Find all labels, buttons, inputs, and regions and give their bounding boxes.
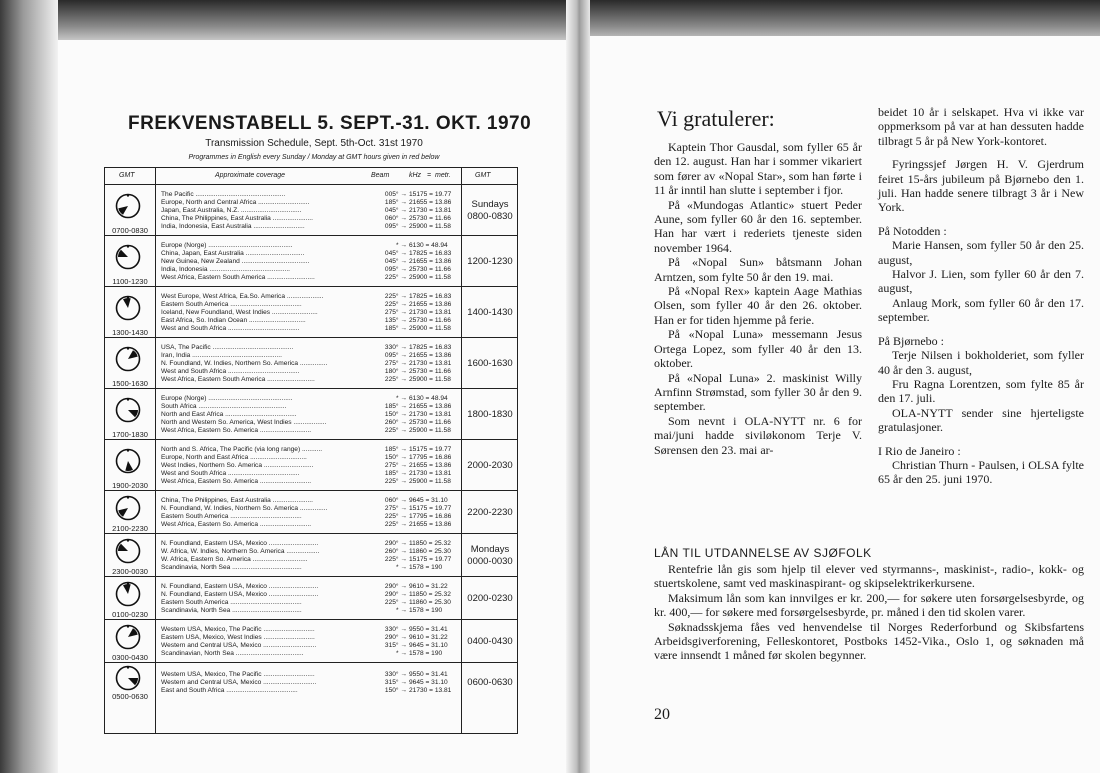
coverage-area: The Pacific ................................................. bbox=[161, 190, 286, 198]
broadcast-time: 1600-1630 bbox=[467, 357, 513, 369]
paragraph: Kaptein Thor Gausdal, som fyller 65 år den 12. august. Han har i sommer vikariert som fører av «Nopal Star», som han førte i 11 år inntil han slutte i september i fjor. bbox=[654, 140, 862, 198]
paragraph: På Notodden : bbox=[878, 223, 947, 238]
coverage-area: Western and Central USA, Mexico ............................. bbox=[161, 678, 317, 686]
clock-icon bbox=[115, 346, 141, 372]
header-beam: Beam bbox=[371, 172, 390, 179]
beam-direction: * → bbox=[396, 606, 407, 614]
frequency-wavelength: 9645 = 31.10 bbox=[409, 678, 448, 686]
beam-direction: 225° → bbox=[384, 300, 407, 308]
beam-direction: 225° → bbox=[384, 273, 407, 281]
coverage-area: North and East Africa ....................................... bbox=[161, 410, 297, 418]
beam-direction: 185° → bbox=[384, 324, 407, 332]
beam-direction: 330° → bbox=[384, 343, 407, 351]
frequency-wavelength: 25900 = 11.58 bbox=[409, 273, 451, 281]
beam-direction: 260° → bbox=[384, 418, 407, 426]
paragraph: OLA-NYTT sender sine hjerteligste gratulasjoner. bbox=[878, 405, 1084, 435]
gmt-time-range: 0100-0230 bbox=[112, 610, 148, 619]
beam-direction: 185° → bbox=[384, 469, 407, 477]
broadcast-time: Mondays 0000-0030 bbox=[467, 543, 513, 567]
beam-direction: 290° → bbox=[384, 582, 407, 590]
coverage-area: W. Africa, W. Indies, Northern So. America .................. bbox=[161, 547, 320, 555]
coverage-area: China, Japan, East Australia ................................ bbox=[161, 249, 305, 257]
coverage-area: India, Indonesia, East Australia ............................ bbox=[161, 222, 305, 230]
frequency-wavelength: 21655 = 13.86 bbox=[409, 520, 452, 528]
beam-direction: 150° → bbox=[384, 453, 407, 461]
frequency-wavelength: 1578 = 190 bbox=[409, 649, 443, 657]
clock-icon bbox=[115, 193, 141, 219]
frequency-wavelength: 9550 = 31.41 bbox=[409, 670, 448, 678]
coverage-area: N. Foundland, Eastern USA, Mexico ........................... bbox=[161, 582, 319, 590]
paragraph: Terje Nilsen i bokholderiet, som fyller 40 år den 3. august, bbox=[878, 348, 1084, 377]
beam-direction: 225° → bbox=[384, 375, 407, 383]
frequency-wavelength: 11860 = 25.30 bbox=[409, 547, 451, 555]
scan-left-edge bbox=[0, 0, 58, 773]
beam-direction: 185° → bbox=[384, 402, 407, 410]
coverage-area: N. Foundland, Eastern USA, Mexico ........................... bbox=[161, 539, 319, 547]
frequency-wavelength: 25730 = 11.66 bbox=[409, 214, 451, 222]
paragraph: På «Nopal Luna» messemann Jesus Ortega Lopez, som fyller 40 år den 13. oktober. bbox=[654, 327, 862, 371]
coverage-area: Western USA, Mexico, The Pacific ............................ bbox=[161, 670, 315, 678]
broadcast-time: 0400-0430 bbox=[467, 635, 513, 647]
paragraph: På «Nopal Luna» 2. maskinist Willy Arnfinn Strømstad, som fyller 30 år den 9. september. bbox=[654, 370, 862, 414]
beam-direction: 045° → bbox=[384, 249, 407, 257]
beam-direction: 225° → bbox=[384, 520, 407, 528]
broadcast-time: Sundays 0800-0830 bbox=[467, 198, 513, 222]
beam-direction: * → bbox=[396, 649, 407, 657]
frequency-wavelength: 17825 = 16.83 bbox=[409, 249, 452, 257]
paragraph: Fru Ragna Lorentzen, som fylte 85 år den 17. juli. bbox=[878, 376, 1084, 406]
coverage-area: West and South Africa ....................................... bbox=[161, 324, 300, 332]
beam-direction: 150° → bbox=[384, 686, 407, 694]
beam-direction: 330° → bbox=[384, 670, 407, 678]
coverage-area: China, The Philippines, East Australia ...................... bbox=[161, 496, 313, 504]
page-number: 20 bbox=[654, 706, 670, 723]
coverage-area: Eastern South America ....................................... bbox=[161, 512, 302, 520]
broadcast-time: 0200-0230 bbox=[467, 592, 513, 604]
coverage-area: Scandinavia, North Sea ...................................... bbox=[161, 563, 302, 571]
beam-direction: 095° → bbox=[384, 265, 407, 273]
clock-icon bbox=[115, 538, 141, 564]
beam-direction: 290° → bbox=[384, 633, 407, 641]
gmt-time-range: 1700-1830 bbox=[112, 430, 148, 439]
coverage-area: Western and Central USA, Mexico ............................. bbox=[161, 641, 317, 649]
frequency-wavelength: 21730 = 13.81 bbox=[409, 469, 452, 477]
book-gutter bbox=[566, 0, 590, 773]
beam-direction: 005° → bbox=[384, 190, 407, 198]
coverage-area: Europe, North and Central Africa ............................ bbox=[161, 198, 310, 206]
coverage-area: Eastern South America ....................................... bbox=[161, 300, 302, 308]
frequency-wavelength: 15175 = 19.77 bbox=[409, 504, 452, 512]
broadcast-time: 2200-2230 bbox=[467, 506, 513, 518]
clock-icon bbox=[115, 495, 141, 521]
beam-direction: 060° → bbox=[384, 496, 407, 504]
schedule-block bbox=[105, 286, 517, 337]
gmt-time-range: 0500-0630 bbox=[112, 692, 148, 701]
coverage-area: Eastern USA, Mexico, West Indies ............................ bbox=[161, 633, 315, 641]
frequency-wavelength: 9610 = 31.22 bbox=[409, 582, 448, 590]
schedule-block bbox=[105, 533, 517, 576]
beam-direction: 275° → bbox=[384, 359, 407, 367]
coverage-area: Europe (Norge) .............................................. bbox=[161, 241, 293, 249]
frequency-wavelength: 21730 = 13.81 bbox=[409, 410, 452, 418]
coverage-area: West Africa, Eastern South America .......................... bbox=[161, 273, 315, 281]
broadcast-time: 2000-2030 bbox=[467, 459, 513, 471]
frequency-wavelength: 9550 = 31.41 bbox=[409, 625, 448, 633]
frequency-wavelength: 25900 = 11.58 bbox=[409, 426, 451, 434]
header-gmt-schedule: GMT bbox=[475, 172, 491, 179]
schedule-block bbox=[105, 662, 517, 701]
coverage-area: East and South Africa ....................................... bbox=[161, 686, 298, 694]
coverage-area: Western USA, Mexico, The Pacific ............................ bbox=[161, 625, 315, 633]
clock-icon bbox=[115, 244, 141, 270]
paragraph: Anlaug Mork, som fyller 60 år den 17. september. bbox=[878, 295, 1084, 325]
coverage-area: W. Africa, Eastern So. America .............................. bbox=[161, 555, 308, 563]
coverage-area: Scandinavian, North Sea ..................................... bbox=[161, 649, 304, 657]
beam-direction: 060° → bbox=[384, 214, 407, 222]
schedule-block bbox=[105, 388, 517, 439]
frequency-wavelength: 25900 = 11.58 bbox=[409, 477, 451, 485]
frequency-wavelength: 17825 = 16.83 bbox=[409, 292, 452, 300]
coverage-area: N. Foundland, Eastern USA, Mexico ........................... bbox=[161, 590, 319, 598]
gmt-time-range: 1100-1230 bbox=[112, 277, 148, 286]
frequency-wavelength: 21730 = 13.81 bbox=[409, 686, 452, 694]
beam-direction: 095° → bbox=[384, 222, 407, 230]
clock-icon bbox=[115, 448, 141, 474]
coverage-area: West Europe, West Africa, Ea.So. America .................... bbox=[161, 292, 324, 300]
coverage-area: Europe, North and East Africa ............................... bbox=[161, 453, 307, 461]
paragraph: På «Nopal Rex» kaptein Aage Mathias Olsen, som fyller 40 år den 26. oktober. Han er for tiden hjemme på ferie. bbox=[654, 284, 862, 327]
frequency-wavelength: 11850 = 25.32 bbox=[409, 539, 451, 547]
frequency-wavelength: 25730 = 11.66 bbox=[409, 316, 451, 324]
frequency-wavelength: 21655 = 13.86 bbox=[409, 257, 452, 265]
header-gmt: GMT bbox=[119, 172, 135, 179]
coverage-area: Europe (Norge) .............................................. bbox=[161, 394, 293, 402]
beam-direction: 225° → bbox=[384, 426, 407, 434]
beam-direction: * → bbox=[396, 563, 407, 571]
beam-direction: 185° → bbox=[384, 445, 407, 453]
paragraph: Rentefrie lån gis som hjelp til elever ved styrmanns-, maskinist-, radio-, kokk- og stuertskolene, samt ved maskinaspirant- og skipselektrikerkursene. bbox=[654, 562, 1084, 591]
coverage-area: South Africa ................................................ bbox=[161, 402, 287, 410]
beam-direction: 180° → bbox=[384, 367, 407, 375]
schedule-block bbox=[105, 439, 517, 490]
beam-direction: * → bbox=[396, 394, 407, 402]
beam-direction: 290° → bbox=[384, 539, 407, 547]
frequency-wavelength: 1578 = 190 bbox=[409, 606, 443, 614]
beam-direction: 260° → bbox=[384, 547, 407, 555]
coverage-area: West Africa, Eastern So. America ............................ bbox=[161, 477, 312, 485]
beam-direction: 225° → bbox=[384, 292, 407, 300]
gmt-time-range: 0300-0430 bbox=[112, 653, 148, 662]
beam-direction: 045° → bbox=[384, 257, 407, 265]
coverage-area: Eastern South America ....................................... bbox=[161, 598, 302, 606]
header-metr: metr. bbox=[435, 172, 451, 179]
frequency-wavelength: 21655 = 13.86 bbox=[409, 461, 452, 469]
paragraph: På «Mundogas Atlantic» stuert Peder Aune, som fyller 60 år den 16. september. Han har vært i rederiets tjeneste siden november 1964. bbox=[654, 197, 862, 255]
gmt-time-range: 1500-1630 bbox=[112, 379, 148, 388]
beam-direction: 225° → bbox=[384, 598, 407, 606]
paragraph: Søknadsskjema fåes ved henvendelse til Norges Rederforbund og Skibsfartens Arbeidsgiverforening, Felleskontoret, Postboks 1452-Vika., Oslo 1, og søknaden må være innsendt 1 måned før skolen begynner. bbox=[654, 619, 1084, 663]
coverage-area: West Africa, Eastern So. America ............................ bbox=[161, 520, 312, 528]
gmt-time-range: 2100-2230 bbox=[112, 524, 148, 533]
coverage-area: N. Foundland, W. Indies, Northern So. America ............... bbox=[161, 504, 328, 512]
beam-direction: 225° → bbox=[384, 477, 407, 485]
frequency-wavelength: 25900 = 11.58 bbox=[409, 222, 451, 230]
beam-direction: 290° → bbox=[384, 590, 407, 598]
coverage-area: USA, The Pacific ............................................ bbox=[161, 343, 294, 351]
loan-article bbox=[654, 562, 1084, 663]
paragraph: På «Nopal Sun» båtsmann Johan Arntzen, som fylte 50 år den 19. mai. bbox=[654, 255, 862, 284]
gmt-time-range: 1900-2030 bbox=[112, 481, 148, 490]
beam-direction: 275° → bbox=[384, 308, 407, 316]
coverage-area: New Guinea, New Zealand ..................................... bbox=[161, 257, 310, 265]
broadcast-time: 1200-1230 bbox=[467, 255, 513, 267]
frequency-wavelength: 21655 = 13.86 bbox=[409, 402, 452, 410]
coverage-area: India, Indonesia ............................................ bbox=[161, 265, 290, 273]
frequency-wavelength: 17795 = 16.86 bbox=[409, 512, 452, 520]
clock-icon bbox=[115, 295, 141, 321]
schedule-block bbox=[105, 619, 517, 662]
frequency-wavelength: 25730 = 11.66 bbox=[409, 367, 451, 375]
coverage-area: West Indies, Northern So. America ........................... bbox=[161, 461, 314, 469]
frequency-wavelength: 11850 = 25.32 bbox=[409, 590, 451, 598]
frequency-wavelength: 25730 = 11.66 bbox=[409, 265, 451, 273]
beam-direction: 095° → bbox=[384, 351, 407, 359]
paragraph: Halvor J. Lien, som fyller 60 år den 7. august, bbox=[878, 267, 1084, 296]
table-title: FREKVENSTABELL 5. SEPT.-31. OKT. 1970 bbox=[128, 113, 532, 134]
header-khz: kHz bbox=[409, 172, 422, 179]
clock-icon bbox=[115, 665, 141, 691]
paragraph: Christian Thurn - Paulsen, i OLSA fylte 65 år den 25. juni 1970. bbox=[878, 457, 1084, 487]
coverage-area: West and South Africa ....................................... bbox=[161, 367, 300, 375]
coverage-area: East Africa, So. Indian Ocean ............................... bbox=[161, 316, 306, 324]
frequency-wavelength: 25900 = 11.58 bbox=[409, 324, 451, 332]
frequency-wavelength: 15175 = 19.77 bbox=[409, 190, 452, 198]
paragraph: Som nevnt i OLA-NYTT nr. 6 for mai/juni hadde siviløkonom Terje V. Sørensen den 23. mai ar- bbox=[654, 413, 862, 457]
coverage-area: West and South Africa ....................................... bbox=[161, 469, 300, 477]
beam-direction: 225° → bbox=[384, 555, 407, 563]
paragraph: Marie Hansen, som fyller 50 år den 25. august, bbox=[878, 238, 1084, 267]
paragraph: Maksimum lån som kan innvilges er kr. 200,— for søkere uten forsørgelsesbyrde, og kr. 400,— for søkere med forsørgelsesbyrde, pr. måned i den tid skolen varer. bbox=[654, 590, 1084, 620]
paragraph: I Rio de Janeiro : bbox=[878, 443, 961, 458]
schedule-block bbox=[105, 337, 517, 388]
beam-direction: 185° → bbox=[384, 198, 407, 206]
frequency-wavelength: 1578 = 190 bbox=[409, 563, 443, 571]
frequency-wavelength: 21730 = 13.81 bbox=[409, 359, 452, 367]
beam-direction: 315° → bbox=[384, 678, 407, 686]
congrats-column-1 bbox=[654, 140, 862, 457]
broadcast-time: 1400-1430 bbox=[467, 306, 513, 318]
beam-direction: 045° → bbox=[384, 206, 407, 214]
broadcast-time: 1800-1830 bbox=[467, 408, 513, 420]
beam-direction: 315° → bbox=[384, 641, 407, 649]
paragraph: På Bjørnebo : bbox=[878, 333, 944, 348]
frequency-wavelength: 11860 = 25.30 bbox=[409, 598, 451, 606]
frequency-wavelength: 17795 = 16.86 bbox=[409, 453, 452, 461]
frequency-wavelength: 21730 = 13.81 bbox=[409, 206, 452, 214]
frequency-wavelength: 6130 = 48.94 bbox=[409, 394, 448, 402]
broadcast-time: 0600-0630 bbox=[467, 676, 513, 688]
gmt-time-range: 0700-0830 bbox=[112, 226, 148, 235]
coverage-area: West Africa, Eastern So. America ............................ bbox=[161, 426, 312, 434]
coverage-area: China, The Philippines, East Australia ...................... bbox=[161, 214, 313, 222]
frequency-wavelength: 9645 = 31.10 bbox=[409, 496, 448, 504]
frequency-wavelength: 9610 = 31.22 bbox=[409, 633, 448, 641]
coverage-area: Scandinavia, North Sea ...................................... bbox=[161, 606, 302, 614]
coverage-area: N. Foundland, W. Indies, Northern So. America ............... bbox=[161, 359, 328, 367]
frequency-wavelength: 21655 = 13.86 bbox=[409, 351, 452, 359]
frequency-wavelength: 25730 = 11.66 bbox=[409, 418, 451, 426]
beam-direction: 330° → bbox=[384, 625, 407, 633]
frequency-wavelength: 21655 = 13.86 bbox=[409, 198, 452, 206]
frequency-wavelength: 9645 = 31.10 bbox=[409, 641, 448, 649]
gmt-time-range: 1300-1430 bbox=[112, 328, 148, 337]
table-note: Programmes in English every Sunday / Monday at GMT hours given in red below bbox=[188, 154, 440, 161]
schedule-block bbox=[105, 184, 517, 235]
frequency-wavelength: 21730 = 13.81 bbox=[409, 308, 452, 316]
coverage-area: North and S. Africa, The Pacific (via long range) ........... bbox=[161, 445, 323, 453]
beam-direction: 225° → bbox=[384, 512, 407, 520]
beam-direction: 275° → bbox=[384, 504, 407, 512]
page-heading: Vi gratulerer: bbox=[657, 106, 775, 131]
beam-direction: 135° → bbox=[384, 316, 407, 324]
frequency-wavelength: 17825 = 16.83 bbox=[409, 343, 452, 351]
paragraph: beidet 10 år i selskapet. Hva vi ikke var oppmerksom på var at han dessuten hadde tilbragt 5 år på New York-kontoret. bbox=[878, 105, 1084, 148]
congrats-column-2 bbox=[878, 105, 1084, 487]
schedule-block bbox=[105, 576, 517, 619]
frequency-wavelength: 25900 = 11.58 bbox=[409, 375, 451, 383]
coverage-area: Iceland, New Foundland, West Indies ......................... bbox=[161, 308, 318, 316]
paragraph: Fyringssjef Jørgen H. V. Gjerdrum feiret 15-års jubileum på Bjørnebo den 1. juli. Han hadde senere tilbragt 3 år i New York. bbox=[878, 157, 1084, 215]
header-coverage: Approximate coverage bbox=[215, 172, 286, 179]
coverage-area: Japan, East Australia, N.Z. ................................. bbox=[161, 206, 302, 214]
coverage-area: West Africa, Eastern South America .......................... bbox=[161, 375, 315, 383]
clock-icon bbox=[115, 624, 141, 650]
clock-icon bbox=[115, 581, 141, 607]
coverage-area: Iran, India ................................................. bbox=[161, 351, 282, 359]
beam-direction: 150° → bbox=[384, 410, 407, 418]
frequency-wavelength: 15175 = 19.77 bbox=[409, 555, 452, 563]
frequency-wavelength: 6130 = 48.94 bbox=[409, 241, 448, 249]
beam-direction: * → bbox=[396, 241, 407, 249]
schedule-block bbox=[105, 235, 517, 286]
header-eq: = bbox=[427, 172, 432, 179]
schedule-block bbox=[105, 490, 517, 533]
beam-direction: 275° → bbox=[384, 461, 407, 469]
frequency-wavelength: 15175 = 19.77 bbox=[409, 445, 452, 453]
gmt-time-range: 2300-0030 bbox=[112, 567, 148, 576]
frequency-wavelength: 21655 = 13.86 bbox=[409, 300, 452, 308]
clock-icon bbox=[115, 397, 141, 423]
coverage-area: North and Western So. America, West Indies .................. bbox=[161, 418, 327, 426]
section-title: LÅN TIL UTDANNELSE AV SJØFOLK bbox=[654, 546, 872, 560]
table-subtitle: Transmission Schedule, Sept. 5th-Oct. 31st 1970 bbox=[205, 138, 423, 149]
frequency-table bbox=[104, 167, 518, 734]
